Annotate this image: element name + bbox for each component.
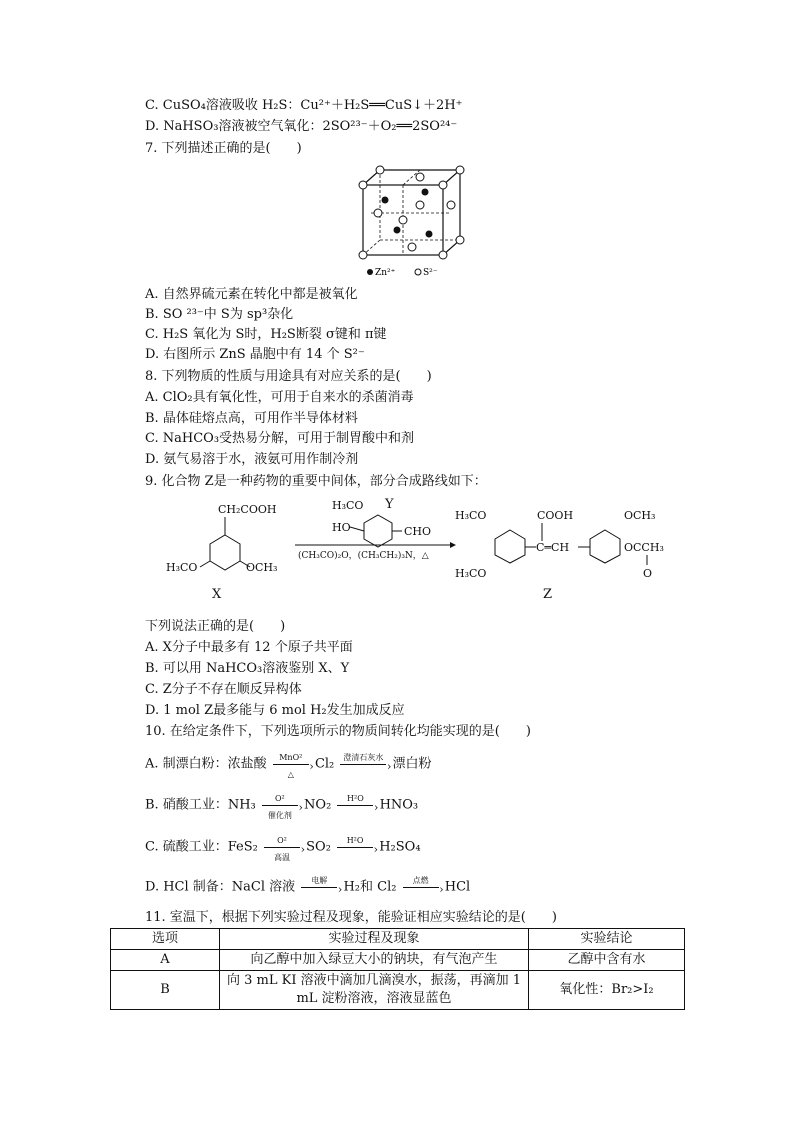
q7-option-d: D. 右图所示 ZnS 晶胞中有 14 个 S²⁻ [145, 347, 365, 362]
y-cho: CHO [404, 525, 432, 538]
legend-zn: Zn²⁺ [375, 268, 396, 278]
q8-stem: 8. 下列物质的性质与用途具有对应关系的是( ) [145, 369, 432, 384]
z-carbonyl-o: O [643, 567, 653, 580]
table-row [111, 971, 685, 1010]
row-process-line1: 向 3 mL KI 溶液中滴加几滴溴水，振荡，再滴加 1 [226, 973, 521, 988]
zns-unit-cell-diagram [355, 160, 465, 285]
x-h3co: H₃CO [166, 561, 198, 574]
row-option: A [111, 950, 220, 971]
q7-option-c: C. H₂S 氧化为 S时，H₂S断裂 σ键和 π键 [145, 327, 387, 342]
q10-option-c: C. 硫酸工业：FeS₂ O² › 高温 SO₂ H²O › H₂SO₄ [145, 836, 421, 862]
z-c-ch: C═CH [536, 541, 570, 554]
q10-stem: 10. 在给定条件下，下列选项所示的物质间转化均能实现的是( ) [145, 724, 531, 739]
row-process: 向乙醇中加入绿豆大小的钠块，有气泡产生 [220, 950, 529, 971]
z-och3: OCH₃ [624, 509, 656, 522]
q9-option-c: C. Z分子不存在顺反异构体 [145, 682, 302, 697]
z-h3co-top: H₃CO [455, 509, 487, 522]
y-h3co: H₃CO [332, 499, 364, 512]
row-option: B [111, 971, 220, 1010]
label-z: Z [543, 587, 553, 602]
row-conclusion: 氧化性：Br₂>I₂ [529, 971, 685, 1010]
label-y: Y [385, 497, 394, 512]
y-ho: HO [332, 521, 351, 534]
table-row [111, 950, 685, 971]
q8-option-b: B. 晶体硅熔点高，可用作半导体材料 [145, 411, 358, 426]
q8-option-a: A. ClO₂具有氧化性，可用于自来水的杀菌消毒 [145, 390, 414, 405]
experiment-table [110, 928, 685, 1010]
q7-stem: 7. 下列描述正确的是( ) [145, 141, 302, 156]
q10-option-b: B. 硝酸工业：NH₃ O² › 催化剂 NO₂ H²O › HNO₃ [145, 794, 419, 820]
q8-option-d: D. 氨气易溶于水，液氨可用作制冷剂 [145, 452, 359, 467]
z-cooh: COOH [537, 509, 574, 522]
x-ch2cooh: CH₂COOH [218, 503, 277, 516]
q9-stem: 9. 化合物 Z是一种药物的重要中间体，部分合成路线如下： [145, 474, 487, 489]
q7-option-b: B. SO ²³⁻中 S为 sp³杂化 [145, 307, 294, 322]
synthesis-scheme [150, 495, 710, 610]
row-process [220, 971, 529, 1010]
q8-option-c: C. NaHCO₃受热易分解，可用于制胃酸中和剂 [145, 431, 415, 446]
q11-stem: 11. 室温下，根据下列实验过程及现象，能验证相应实验结论的是( ) [145, 910, 557, 925]
x-och3: OCH₃ [246, 561, 278, 574]
q9-option-a: A. X分子中最多有 12 个原子共平面 [145, 640, 353, 655]
q10-option-a: A. 制漂白粉：浓盐酸 MnO² › △ Cl₂ 澄清石灰水 › 漂白粉 [145, 753, 432, 779]
header-process: 实验过程及现象 [220, 929, 529, 950]
header-option: 选项 [111, 929, 220, 950]
row-process-line2: mL 淀粉溶液，溶液显蓝色 [296, 991, 452, 1006]
header-conclusion: 实验结论 [529, 929, 685, 950]
row-conclusion: 乙醇中含有水 [529, 950, 685, 971]
q7-option-a: A. 自然界硫元素在转化中都是被氧化 [145, 287, 358, 302]
q9-option-d: D. 1 mol Z最多能与 6 mol H₂发生加成反应 [145, 703, 405, 718]
table-header-row [111, 929, 685, 950]
q6-option-c: C. CuSO₄溶液吸收 H₂S：Cu²⁺＋H₂S══CuS↓＋2H⁺ [145, 98, 463, 113]
legend-s: S²⁻ [423, 268, 438, 278]
q6-option-d: D. NaHSO₃溶液被空气氧化：2SO²³⁻＋O₂══2SO²⁴⁻ [145, 119, 458, 134]
q9-option-b: B. 可以用 NaHCO₃溶液鉴别 X、Y [145, 661, 350, 676]
q10-option-d: D. HCl 制备：NaCl 溶液 电解 › H₂和 Cl₂ 点燃 › HCl [145, 876, 471, 896]
z-occh3: OCCH₃ [624, 541, 664, 554]
reaction-conditions: (CH₃CO)₂O，(CH₃CH₂)₃N，△ [298, 551, 429, 561]
q9-sub-stem: 下列说法正确的是( ) [145, 619, 286, 634]
z-h3co-bottom: H₃CO [455, 567, 487, 580]
label-x: X [212, 587, 222, 602]
